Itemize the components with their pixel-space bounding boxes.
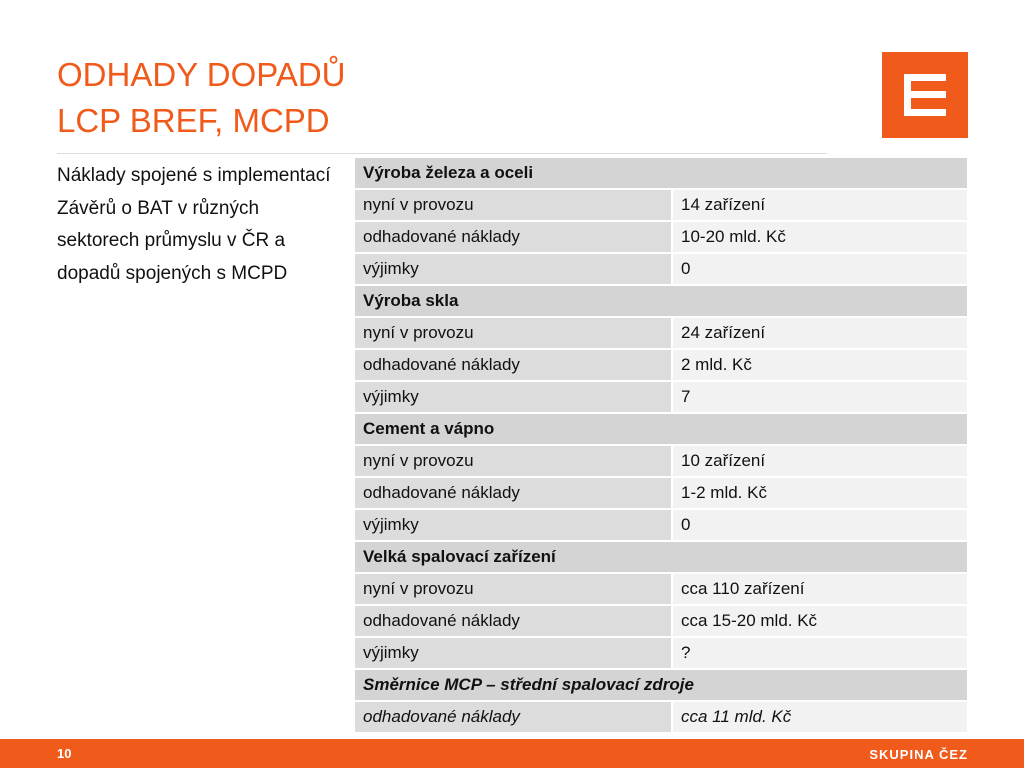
table-row: [355, 190, 967, 220]
table-row: [355, 510, 967, 540]
row-value: cca 15-20 mld. Kč: [673, 606, 967, 636]
section-header: Směrnice MCP – střední spalovací zdroje: [355, 670, 967, 700]
row-label: odhadované náklady: [355, 702, 671, 732]
table-row: [355, 574, 967, 604]
row-label: odhadované náklady: [355, 478, 671, 508]
section-header-row: [355, 542, 967, 572]
section-header-row: [355, 286, 967, 316]
row-value: 1-2 mld. Kč: [673, 478, 967, 508]
row-label: odhadované náklady: [355, 222, 671, 252]
row-value: 2 mld. Kč: [673, 350, 967, 380]
table-row: [355, 318, 967, 348]
cez-logo-icon: [882, 52, 968, 138]
row-label: nyní v provozu: [355, 318, 671, 348]
section-header: Velká spalovací zařízení: [355, 542, 967, 572]
row-value: 24 zařízení: [673, 318, 967, 348]
row-label: nyní v provozu: [355, 190, 671, 220]
row-label: odhadované náklady: [355, 606, 671, 636]
table-row: [355, 350, 967, 380]
row-label: výjimky: [355, 638, 671, 668]
section-header: Výroba skla: [355, 286, 967, 316]
section-header: Cement a vápno: [355, 414, 967, 444]
table-row: [355, 638, 967, 668]
section-header: Výroba železa a oceli: [355, 158, 967, 188]
table-row: [355, 606, 967, 636]
table-row: [355, 702, 967, 732]
row-label: výjimky: [355, 254, 671, 284]
row-value: 10 zařízení: [673, 446, 967, 476]
row-value: 0: [673, 510, 967, 540]
row-value: 10-20 mld. Kč: [673, 222, 967, 252]
title-line-2: LCP BREF, MCPD: [57, 102, 330, 139]
section-header-row: [355, 158, 967, 188]
section-header-row: [355, 670, 967, 700]
title-divider: [57, 153, 827, 154]
row-value: 7: [673, 382, 967, 412]
costs-table: [355, 158, 967, 734]
row-value: ?: [673, 638, 967, 668]
intro-text: Náklady spojené s implementací Závěrů o BAT v různých sektorech průmyslu v ČR a dopadů spojených s MCPD: [57, 165, 331, 284]
row-value: cca 11 mld. Kč: [673, 702, 967, 732]
table-row: [355, 446, 967, 476]
table-row: [355, 382, 967, 412]
row-label: odhadované náklady: [355, 350, 671, 380]
row-label: výjimky: [355, 382, 671, 412]
row-label: nyní v provozu: [355, 574, 671, 604]
row-label: výjimky: [355, 510, 671, 540]
table-row: [355, 222, 967, 252]
brand-label: SKUPINA ČEZ: [869, 747, 968, 762]
row-value: cca 110 zařízení: [673, 574, 967, 604]
footer-bar: [0, 739, 1024, 768]
row-label: nyní v provozu: [355, 446, 671, 476]
page-number: 10: [57, 746, 72, 761]
title-line-1: ODHADY DOPADŮ: [57, 56, 346, 93]
row-value: 14 zařízení: [673, 190, 967, 220]
row-value: 0: [673, 254, 967, 284]
slide-title: [57, 52, 346, 144]
table-row: [355, 478, 967, 508]
section-header-row: [355, 414, 967, 444]
table-row: [355, 254, 967, 284]
